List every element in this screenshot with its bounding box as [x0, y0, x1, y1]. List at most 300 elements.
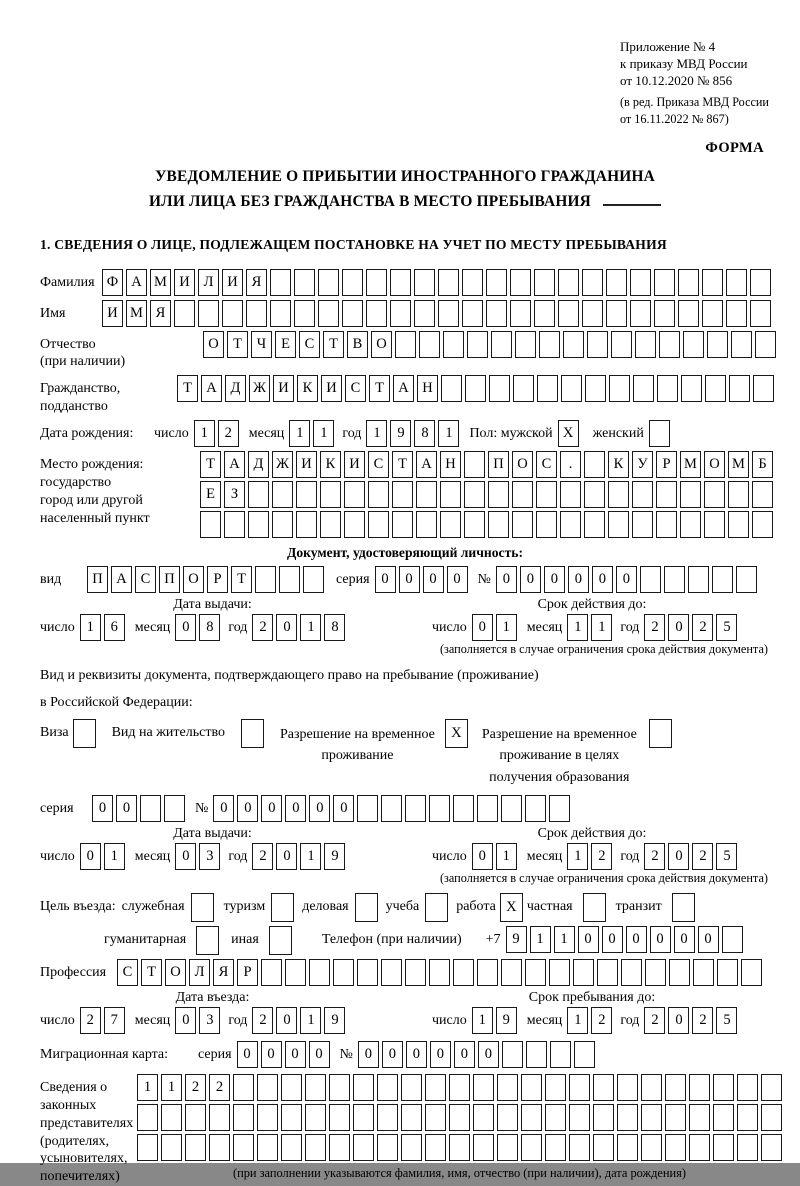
guardians-cell[interactable]	[593, 1074, 614, 1101]
birth-place-cell[interactable]	[728, 511, 749, 538]
birth-place-cell[interactable]: Б	[752, 451, 773, 478]
name-cell[interactable]	[534, 300, 555, 327]
migration-number-cell[interactable]: 0	[382, 1041, 403, 1068]
birth-place-cell[interactable]	[464, 511, 485, 538]
guardians-cell[interactable]	[185, 1104, 206, 1131]
patronymic-cell[interactable]	[659, 331, 680, 358]
surname-cell[interactable]	[342, 269, 363, 296]
guardians-cell[interactable]	[473, 1074, 494, 1101]
doc-issue-year-cell[interactable]: 8	[324, 614, 345, 641]
male-checkbox[interactable]: X	[558, 420, 579, 447]
guardians-cell[interactable]	[209, 1104, 230, 1131]
surname-cell[interactable]	[750, 269, 771, 296]
stay-day-cell[interactable]: 1	[472, 1007, 493, 1034]
birth-place-cell[interactable]: Т	[200, 451, 221, 478]
name-cell[interactable]	[702, 300, 723, 327]
guardians-cell[interactable]	[641, 1104, 662, 1131]
birth-place-cell[interactable]	[464, 481, 485, 508]
birth-place-cell[interactable]: Ж	[272, 451, 293, 478]
surname-cell[interactable]	[558, 269, 579, 296]
guardians-cell[interactable]	[761, 1074, 782, 1101]
guardians-cell[interactable]	[545, 1134, 566, 1161]
migration-number-cell[interactable]: 0	[406, 1041, 427, 1068]
migration-number-cell[interactable]	[526, 1041, 547, 1068]
name-cell[interactable]	[462, 300, 483, 327]
birth-place-cell[interactable]	[464, 451, 485, 478]
residence-issue-year-cell[interactable]: 0	[276, 843, 297, 870]
entry-year-cell[interactable]: 1	[300, 1007, 321, 1034]
doc-kind-cell[interactable]: О	[183, 566, 204, 593]
doc-number-cell[interactable]	[688, 566, 709, 593]
guardians-cell[interactable]	[497, 1134, 518, 1161]
profession-cell[interactable]	[357, 959, 378, 986]
profession-cell[interactable]	[717, 959, 738, 986]
birth-place-cell[interactable]	[608, 511, 629, 538]
birth-place-cell[interactable]: С	[536, 451, 557, 478]
patronymic-cell[interactable]	[683, 331, 704, 358]
citizenship-cell[interactable]	[537, 375, 558, 402]
phone-cell[interactable]: 0	[626, 926, 647, 953]
guardians-cell[interactable]	[305, 1134, 326, 1161]
guardians-cell[interactable]	[737, 1074, 758, 1101]
surname-cell[interactable]	[486, 269, 507, 296]
guardians-cell[interactable]	[497, 1074, 518, 1101]
residence-permit-checkbox[interactable]	[241, 719, 264, 748]
birth-place-cell[interactable]: А	[416, 451, 437, 478]
birth-place-cell[interactable]	[248, 511, 269, 538]
phone-cell[interactable]: 9	[506, 926, 527, 953]
citizenship-cell[interactable]	[705, 375, 726, 402]
migration-series-cell[interactable]: 0	[309, 1041, 330, 1068]
doc-number-cell[interactable]: 0	[544, 566, 565, 593]
residence-number-cell[interactable]: 0	[213, 795, 234, 822]
birth-place-cell[interactable]	[752, 511, 773, 538]
stay-year-cell[interactable]: 5	[716, 1007, 737, 1034]
surname-cell[interactable]	[726, 269, 747, 296]
name-cell[interactable]	[198, 300, 219, 327]
patronymic-cell[interactable]: Т	[227, 331, 248, 358]
patronymic-cell[interactable]	[731, 331, 752, 358]
migration-series-cell[interactable]: 0	[285, 1041, 306, 1068]
profession-cell[interactable]	[381, 959, 402, 986]
birth-place-cell[interactable]	[728, 481, 749, 508]
citizenship-cell[interactable]	[489, 375, 510, 402]
guardians-cell[interactable]	[761, 1104, 782, 1131]
profession-cell[interactable]	[645, 959, 666, 986]
doc-kind-cell[interactable]	[255, 566, 276, 593]
guardians-cell[interactable]	[689, 1104, 710, 1131]
birth-place-cell[interactable]	[320, 481, 341, 508]
surname-cell[interactable]	[606, 269, 627, 296]
birth-place-cell[interactable]: Н	[440, 451, 461, 478]
name-cell[interactable]	[342, 300, 363, 327]
doc-valid-year-cell[interactable]: 2	[644, 614, 665, 641]
profession-cell[interactable]: Т	[141, 959, 162, 986]
name-cell[interactable]	[222, 300, 243, 327]
guardians-cell[interactable]	[689, 1134, 710, 1161]
citizenship-cell[interactable]: А	[201, 375, 222, 402]
guardians-cell[interactable]: 2	[209, 1074, 230, 1101]
doc-issue-year-cell[interactable]: 1	[300, 614, 321, 641]
purpose-official-checkbox[interactable]	[191, 893, 214, 922]
patronymic-cell[interactable]	[443, 331, 464, 358]
citizenship-cell[interactable]	[609, 375, 630, 402]
stay-day-cell[interactable]: 9	[496, 1007, 517, 1034]
birth-place-cell[interactable]	[488, 481, 509, 508]
profession-cell[interactable]	[741, 959, 762, 986]
citizenship-cell[interactable]: С	[345, 375, 366, 402]
guardians-cell[interactable]	[161, 1134, 182, 1161]
citizenship-cell[interactable]: Д	[225, 375, 246, 402]
profession-cell[interactable]	[501, 959, 522, 986]
doc-valid-year-cell[interactable]: 2	[692, 614, 713, 641]
birth-place-cell[interactable]	[224, 511, 245, 538]
birth-year-cell[interactable]: 8	[414, 420, 435, 447]
citizenship-cell[interactable]	[441, 375, 462, 402]
surname-cell[interactable]	[630, 269, 651, 296]
citizenship-cell[interactable]	[753, 375, 774, 402]
birth-place-cell[interactable]	[368, 481, 389, 508]
profession-cell[interactable]	[285, 959, 306, 986]
name-cell[interactable]: М	[126, 300, 147, 327]
residence-number-cell[interactable]	[549, 795, 570, 822]
surname-cell[interactable]	[534, 269, 555, 296]
migration-number-cell[interactable]	[550, 1041, 571, 1068]
patronymic-cell[interactable]	[587, 331, 608, 358]
surname-cell[interactable]	[390, 269, 411, 296]
profession-cell[interactable]	[597, 959, 618, 986]
guardians-cell[interactable]	[641, 1134, 662, 1161]
patronymic-cell[interactable]: С	[299, 331, 320, 358]
guardians-cell[interactable]	[137, 1104, 158, 1131]
guardians-cell[interactable]	[521, 1104, 542, 1131]
female-checkbox[interactable]	[649, 420, 670, 447]
name-cell[interactable]	[174, 300, 195, 327]
phone-cell[interactable]: 0	[698, 926, 719, 953]
patronymic-cell[interactable]: В	[347, 331, 368, 358]
residence-issue-month-cell[interactable]: 0	[175, 843, 196, 870]
doc-number-cell[interactable]	[736, 566, 757, 593]
guardians-cell[interactable]	[641, 1074, 662, 1101]
birth-place-cell[interactable]	[200, 511, 221, 538]
name-cell[interactable]	[510, 300, 531, 327]
birth-place-cell[interactable]	[272, 481, 293, 508]
guardians-cell[interactable]	[401, 1134, 422, 1161]
birth-place-cell[interactable]	[392, 511, 413, 538]
phone-cell[interactable]	[722, 926, 743, 953]
residence-issue-year-cell[interactable]: 2	[252, 843, 273, 870]
citizenship-cell[interactable]: Н	[417, 375, 438, 402]
residence-valid-day-cell[interactable]: 1	[496, 843, 517, 870]
entry-month-cell[interactable]: 3	[199, 1007, 220, 1034]
surname-cell[interactable]: М	[150, 269, 171, 296]
patronymic-cell[interactable]	[395, 331, 416, 358]
stay-month-cell[interactable]: 1	[567, 1007, 588, 1034]
guardians-cell[interactable]	[473, 1134, 494, 1161]
guardians-cell[interactable]	[569, 1104, 590, 1131]
birth-place-cell[interactable]	[704, 481, 725, 508]
citizenship-cell[interactable]	[513, 375, 534, 402]
birth-place-cell[interactable]	[536, 481, 557, 508]
guardians-cell[interactable]	[497, 1104, 518, 1131]
citizenship-cell[interactable]	[465, 375, 486, 402]
visa-checkbox[interactable]	[73, 719, 96, 748]
surname-cell[interactable]	[294, 269, 315, 296]
name-cell[interactable]	[438, 300, 459, 327]
birth-month-cell[interactable]: 1	[313, 420, 334, 447]
name-cell[interactable]	[630, 300, 651, 327]
patronymic-cell[interactable]: Е	[275, 331, 296, 358]
doc-issue-year-cell[interactable]: 2	[252, 614, 273, 641]
name-cell[interactable]: И	[102, 300, 123, 327]
citizenship-cell[interactable]: Т	[177, 375, 198, 402]
guardians-cell[interactable]	[329, 1104, 350, 1131]
doc-series-cell[interactable]: 0	[399, 566, 420, 593]
residence-number-cell[interactable]	[405, 795, 426, 822]
birth-place-cell[interactable]: П	[488, 451, 509, 478]
doc-valid-year-cell[interactable]: 5	[716, 614, 737, 641]
guardians-cell[interactable]	[449, 1134, 470, 1161]
profession-cell[interactable]	[621, 959, 642, 986]
doc-series-cell[interactable]: 0	[375, 566, 396, 593]
birth-place-cell[interactable]: У	[632, 451, 653, 478]
guardians-cell[interactable]	[185, 1134, 206, 1161]
purpose-transit-checkbox[interactable]	[672, 893, 695, 922]
birth-place-cell[interactable]	[512, 481, 533, 508]
birth-place-cell[interactable]: И	[344, 451, 365, 478]
doc-number-cell[interactable]	[712, 566, 733, 593]
name-cell[interactable]	[726, 300, 747, 327]
residence-number-cell[interactable]	[381, 795, 402, 822]
profession-cell[interactable]: Р	[237, 959, 258, 986]
surname-cell[interactable]	[318, 269, 339, 296]
surname-cell[interactable]	[270, 269, 291, 296]
migration-number-cell[interactable]	[574, 1041, 595, 1068]
residence-number-cell[interactable]: 0	[237, 795, 258, 822]
guardians-cell[interactable]	[329, 1134, 350, 1161]
purpose-other-checkbox[interactable]	[269, 926, 292, 955]
residence-number-cell[interactable]: 0	[333, 795, 354, 822]
guardians-cell[interactable]	[281, 1074, 302, 1101]
guardians-cell[interactable]	[545, 1104, 566, 1131]
residence-number-cell[interactable]	[477, 795, 498, 822]
guardians-cell[interactable]	[305, 1104, 326, 1131]
guardians-cell[interactable]	[569, 1074, 590, 1101]
name-cell[interactable]	[654, 300, 675, 327]
residence-number-cell[interactable]: 0	[285, 795, 306, 822]
guardians-cell[interactable]	[569, 1134, 590, 1161]
birth-place-cell[interactable]	[272, 511, 293, 538]
guardians-cell[interactable]	[425, 1104, 446, 1131]
guardians-cell[interactable]	[401, 1074, 422, 1101]
birth-place-cell[interactable]	[440, 481, 461, 508]
surname-cell[interactable]: А	[126, 269, 147, 296]
profession-cell[interactable]	[429, 959, 450, 986]
birth-place-cell[interactable]	[392, 481, 413, 508]
birth-year-cell[interactable]: 9	[390, 420, 411, 447]
guardians-cell[interactable]	[281, 1134, 302, 1161]
surname-cell[interactable]	[654, 269, 675, 296]
purpose-humanitarian-checkbox[interactable]	[196, 926, 219, 955]
patronymic-cell[interactable]	[419, 331, 440, 358]
birth-place-cell[interactable]	[680, 481, 701, 508]
guardians-cell[interactable]	[257, 1074, 278, 1101]
doc-issue-year-cell[interactable]: 0	[276, 614, 297, 641]
patronymic-cell[interactable]	[563, 331, 584, 358]
doc-kind-cell[interactable]: П	[87, 566, 108, 593]
citizenship-cell[interactable]: И	[273, 375, 294, 402]
birth-place-cell[interactable]: О	[704, 451, 725, 478]
guardians-cell[interactable]	[281, 1104, 302, 1131]
patronymic-cell[interactable]: Т	[323, 331, 344, 358]
residence-number-cell[interactable]: 0	[309, 795, 330, 822]
doc-kind-cell[interactable]: Р	[207, 566, 228, 593]
profession-cell[interactable]	[309, 959, 330, 986]
doc-number-cell[interactable]: 0	[616, 566, 637, 593]
doc-valid-month-cell[interactable]: 1	[567, 614, 588, 641]
patronymic-cell[interactable]	[491, 331, 512, 358]
guardians-cell[interactable]	[545, 1074, 566, 1101]
birth-place-cell[interactable]: М	[680, 451, 701, 478]
patronymic-cell[interactable]	[755, 331, 776, 358]
guardians-cell[interactable]	[665, 1074, 686, 1101]
birth-place-cell[interactable]	[416, 481, 437, 508]
name-cell[interactable]	[414, 300, 435, 327]
surname-cell[interactable]: Я	[246, 269, 267, 296]
guardians-cell[interactable]	[713, 1104, 734, 1131]
residence-series-cell[interactable]: 0	[92, 795, 113, 822]
birth-place-cell[interactable]	[560, 481, 581, 508]
phone-cell[interactable]: 0	[674, 926, 695, 953]
guardians-cell[interactable]	[137, 1134, 158, 1161]
birth-place-cell[interactable]: К	[320, 451, 341, 478]
temp-residence-permit-checkbox[interactable]: X	[445, 719, 468, 748]
profession-cell[interactable]	[693, 959, 714, 986]
doc-kind-cell[interactable]: П	[159, 566, 180, 593]
birth-place-cell[interactable]	[584, 451, 605, 478]
residence-series-cell[interactable]	[164, 795, 185, 822]
residence-valid-day-cell[interactable]: 0	[472, 843, 493, 870]
birth-place-cell[interactable]	[752, 481, 773, 508]
birth-place-cell[interactable]	[440, 511, 461, 538]
citizenship-cell[interactable]	[633, 375, 654, 402]
birth-place-cell[interactable]: З	[224, 481, 245, 508]
patronymic-cell[interactable]	[539, 331, 560, 358]
name-cell[interactable]	[606, 300, 627, 327]
birth-place-cell[interactable]	[632, 511, 653, 538]
residence-valid-year-cell[interactable]: 2	[644, 843, 665, 870]
guardians-cell[interactable]	[617, 1134, 638, 1161]
guardians-cell[interactable]	[617, 1074, 638, 1101]
profession-cell[interactable]	[477, 959, 498, 986]
patronymic-cell[interactable]: О	[203, 331, 224, 358]
guardians-cell[interactable]	[689, 1074, 710, 1101]
birth-place-cell[interactable]	[656, 481, 677, 508]
birth-place-cell[interactable]	[344, 481, 365, 508]
purpose-work-checkbox[interactable]: X	[500, 893, 523, 922]
stay-year-cell[interactable]: 2	[692, 1007, 713, 1034]
guardians-cell[interactable]	[473, 1104, 494, 1131]
profession-cell[interactable]	[405, 959, 426, 986]
guardians-cell[interactable]	[353, 1104, 374, 1131]
guardians-cell[interactable]	[377, 1074, 398, 1101]
residence-issue-day-cell[interactable]: 0	[80, 843, 101, 870]
name-cell[interactable]	[294, 300, 315, 327]
patronymic-cell[interactable]	[707, 331, 728, 358]
guardians-cell[interactable]	[257, 1104, 278, 1131]
birth-place-cell[interactable]	[488, 511, 509, 538]
birth-place-cell[interactable]	[584, 481, 605, 508]
stay-month-cell[interactable]: 2	[591, 1007, 612, 1034]
birth-place-cell[interactable]: М	[728, 451, 749, 478]
profession-cell[interactable]: Л	[189, 959, 210, 986]
surname-cell[interactable]: И	[222, 269, 243, 296]
residence-number-cell[interactable]	[429, 795, 450, 822]
surname-cell[interactable]	[438, 269, 459, 296]
birth-place-cell[interactable]	[368, 511, 389, 538]
doc-kind-cell[interactable]: А	[111, 566, 132, 593]
migration-number-cell[interactable]: 0	[358, 1041, 379, 1068]
patronymic-cell[interactable]	[467, 331, 488, 358]
guardians-cell[interactable]	[425, 1134, 446, 1161]
birth-place-cell[interactable]	[416, 511, 437, 538]
name-cell[interactable]	[558, 300, 579, 327]
purpose-tourism-checkbox[interactable]	[271, 893, 294, 922]
residence-series-cell[interactable]	[140, 795, 161, 822]
residence-number-cell[interactable]	[525, 795, 546, 822]
migration-series-cell[interactable]: 0	[261, 1041, 282, 1068]
migration-number-cell[interactable]	[502, 1041, 523, 1068]
migration-number-cell[interactable]: 0	[430, 1041, 451, 1068]
guardians-cell[interactable]	[713, 1134, 734, 1161]
surname-cell[interactable]	[582, 269, 603, 296]
guardians-cell[interactable]	[425, 1074, 446, 1101]
birth-year-cell[interactable]: 1	[366, 420, 387, 447]
patronymic-cell[interactable]	[515, 331, 536, 358]
surname-cell[interactable]: Л	[198, 269, 219, 296]
guardians-cell[interactable]	[353, 1134, 374, 1161]
birth-place-cell[interactable]	[608, 481, 629, 508]
residence-number-cell[interactable]	[501, 795, 522, 822]
doc-valid-year-cell[interactable]: 0	[668, 614, 689, 641]
birth-place-cell[interactable]: Е	[200, 481, 221, 508]
guardians-cell[interactable]	[713, 1074, 734, 1101]
residence-valid-year-cell[interactable]: 5	[716, 843, 737, 870]
citizenship-cell[interactable]	[657, 375, 678, 402]
name-cell[interactable]	[582, 300, 603, 327]
name-cell[interactable]	[270, 300, 291, 327]
birth-place-cell[interactable]	[296, 481, 317, 508]
name-cell[interactable]	[366, 300, 387, 327]
citizenship-cell[interactable]: Т	[369, 375, 390, 402]
guardians-cell[interactable]	[329, 1074, 350, 1101]
guardians-cell[interactable]: 1	[161, 1074, 182, 1101]
guardians-cell[interactable]: 2	[185, 1074, 206, 1101]
guardians-cell[interactable]	[665, 1104, 686, 1131]
phone-cell[interactable]: 0	[602, 926, 623, 953]
birth-place-cell[interactable]	[248, 481, 269, 508]
phone-cell[interactable]: 1	[554, 926, 575, 953]
birth-place-cell[interactable]	[632, 481, 653, 508]
migration-number-cell[interactable]: 0	[478, 1041, 499, 1068]
name-cell[interactable]: Я	[150, 300, 171, 327]
doc-number-cell[interactable]	[664, 566, 685, 593]
patronymic-cell[interactable]: Ч	[251, 331, 272, 358]
birth-place-cell[interactable]	[296, 511, 317, 538]
residence-number-cell[interactable]: 0	[261, 795, 282, 822]
doc-valid-day-cell[interactable]: 1	[496, 614, 517, 641]
doc-kind-cell[interactable]	[303, 566, 324, 593]
